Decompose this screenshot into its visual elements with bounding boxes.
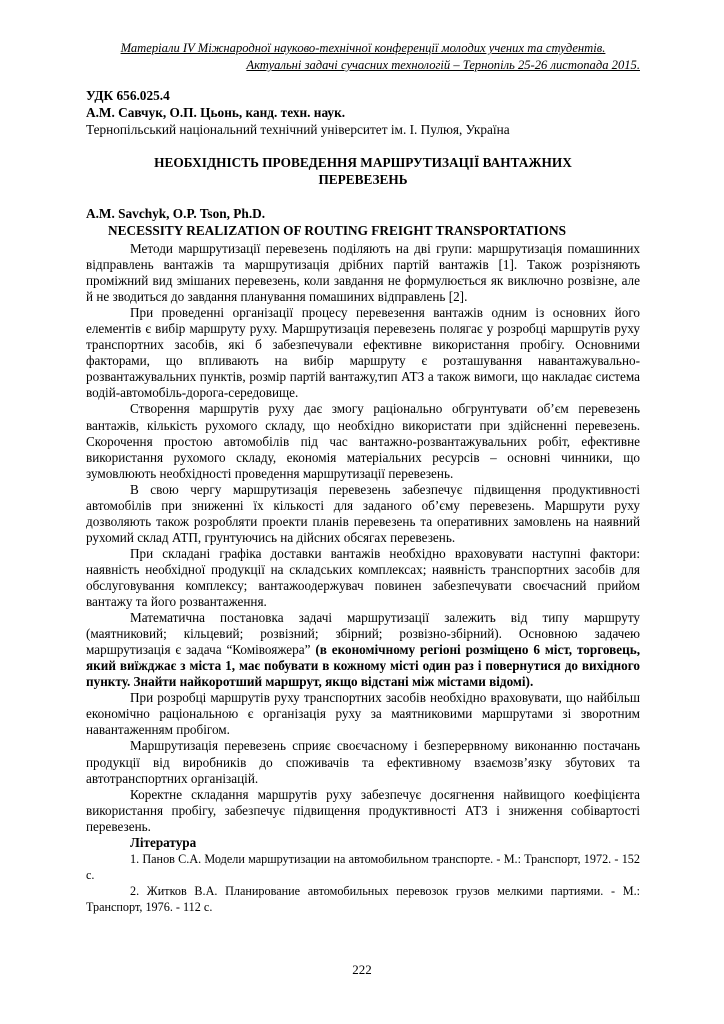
paragraph: При складані графіка доставки вантажів необхідно враховувати наступні фактори: наявність необхідної продукції на складських комплексах; наявність транспортних засобів для обслуговування комплексу; вантажоодержувач повинен забезпечувати своєчасний прийом вантажу та його розвантаження. xyxy=(86,545,640,610)
paragraph: При проведенні організації процесу перевезення вантажів одним із основних його елементів є вибір маршруту руху. Маршрутизація перевезень полягає у розробці маршрутів руху транспортних засобів, які б забезпечували ефективне використання пробігу. Основними факторами, що впливають на вибір маршруту є розташування навантажувально-розвантажувальних пунктів, розмір партій вантажу,тип АТЗ а також вимоги, що накладає система водій-автомобіль-дорога-середовище. xyxy=(86,305,640,401)
header-line-2: Актуальні задачі сучасних технологій – Тернопіль 25-26 листопада 2015. xyxy=(246,58,640,72)
header-line-1: Матеріали IV Міжнародної науково-технічної конференції молодих учених та студентів. xyxy=(120,41,606,55)
article-meta xyxy=(86,87,646,138)
paragraph: При розробці маршрутів руху транспортних засобів необхідно враховувати, що найбільш економічно раціональною є організація руху за маятниковими маршрутами зі зворотним навантаженням пробігом. xyxy=(86,690,640,738)
paragraph: Маршрутизація перевезень сприяє своєчасному і безперервному виконанню постачань продукції від виробників до споживачів та ефективному взаємозв’язку збутових та автотранспортних організацій. xyxy=(86,738,640,786)
paragraph: Створення маршрутів руху дає змогу раціонально обгрунтувати об’єм перевезень вантажів, кількість рухомого складу, що необхідно використати при здійсненні перевезень. Скорочення простою автомобілів під час вантажно-розвантажувальних робіт, ефективне використання рухомого складу, економія матеріальних ресурсів – основні чинники, що зумовлюють необхідності проведення маршрутизації перевезень. xyxy=(86,401,640,481)
article-body xyxy=(86,241,640,915)
literature-heading: Література xyxy=(130,834,197,850)
title-en: NECESSITY REALIZATION OF ROUTING FREIGHT TRANSPORTATIONS xyxy=(108,223,567,238)
paragraph-tsp xyxy=(86,610,640,690)
title-en-block xyxy=(86,205,646,239)
title-uk xyxy=(86,154,640,188)
title-uk-line-1: НЕОБХІДНІСТЬ ПРОВЕДЕННЯ МАРШРУТИЗАЦІЇ ВАНТАЖНИХ xyxy=(154,155,572,170)
paragraph: Коректне складання маршрутів руху забезпечує досягнення найвищого коефіцієнта використання пробігу, забезпечує підвищення продуктивності АТЗ і зниження собівартості перевезень. xyxy=(86,786,640,834)
paragraph-tsp-text: Математична постановка задачі маршрутизації залежить від типу маршруту (маятниковий; кільцевий; розвізний; збірний; розвізно-збірний). Основною задачею маршрутизація є задача “Комівояжера” xyxy=(86,610,640,658)
authors-en: A.M. Savchyk, O.P. Tson, Ph.D. xyxy=(86,206,266,221)
conference-header xyxy=(86,40,640,74)
paragraph: Методи маршрутизації перевезень поділяють на дві групи: маршрутизація помашинних відправлень вантажів та маршрутизація дрібних партій вантажів [1]. Також розрізняють проміжний вид змішаних перевезень, коли завдання не формулюється як виключно розвізне, але й не зводиться до завдання планування помашиних відправлень [2]. xyxy=(86,241,640,305)
reference-item: 1. Панов С.А. Модели маршрутизации на автомобильном транспорте. - М.: Транспорт, 1972. - 152 с. xyxy=(86,851,640,882)
udk-code: УДК 656.025.4 xyxy=(86,88,170,103)
tsp-definition: (в економічному регіоні розміщено 6 міст, торговець, який виїжджає з міста 1, має побувати в кожному місті один раз і повернутися до вихідного пункту. Знайти найкоротший маршрут, якщо відстані між містами відомі). xyxy=(86,642,640,690)
authors-uk: А.М. Савчук, О.П. Цьонь, канд. техн. наук. xyxy=(86,105,346,120)
reference-item: 2. Житков В.А. Планирование автомобильных перевозок грузов мелкими партиями. - М.: Транспорт, 1976. - 112 с. xyxy=(86,883,640,914)
page-number: 222 xyxy=(352,962,372,977)
affiliation: Тернопільський національний технічний університет ім. І. Пулюя, Україна xyxy=(86,122,510,137)
paragraph: В свою чергу маршрутизація перевезень забезпечує підвищення продуктивності автомобілів при зниженні їх кількості для заданого об’єму перевезень. Маршрути руху дозволяють також розробляти проекти планів перевезень та оперативних замовлень на наявний рухомий склад АТП, грунтуючись на дійсних обсягах перевезень. xyxy=(86,481,640,545)
title-uk-line-2: ПЕРЕВЕЗЕНЬ xyxy=(318,172,408,187)
